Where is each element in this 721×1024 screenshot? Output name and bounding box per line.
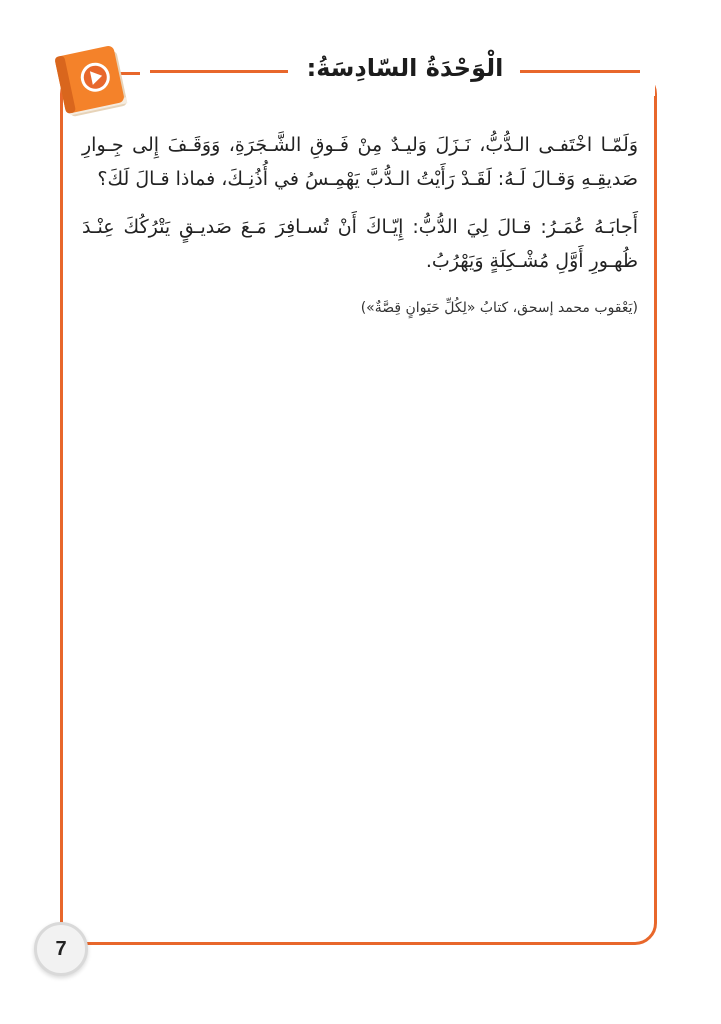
book-play-icon [50, 38, 134, 124]
title-rule-right [520, 70, 640, 73]
title-rule-left [150, 70, 288, 73]
page-number: 7 [55, 937, 67, 960]
paragraph-2: أَجابَـهُ عُمَـرُ: قـالَ لِيَ الدُّبُّ: إِيّـاكَ أَنْ تُسـافِرَ مَـعَ صَديـقٍ يَتْرُكُكَ عِنْـدَ ظُهـورِ أَوَّلِ مُشْـكِلَةٍ وَيَهْرُبُ. [82, 216, 638, 272]
source-citation: (يَعْقوب محمد إسحق، كتابُ «لِكُلِّ حَيَوانٍ قِصَّةٌ») [360, 300, 638, 316]
unit-title: الْوَحْدَةُ السّادِسَةُ: [306, 54, 504, 82]
page-number-badge [34, 922, 88, 976]
paragraph-1: وَلَمّـا اخْتَفـى الـدُّبُّ، نَـزَلَ وَليـدٌ مِنْ فَـوقِ الشَّـجَرَةِ، وَوَقَـفَ إِلى جِـوارِ صَديقِـهِ وَقـالَ لَـهُ: لَقَـدْ رَأَيْتُ الـدُّبَّ يَهْمِـسُ في أُذُنِـكَ، فماذا قـالَ لَكَ؟ [82, 134, 638, 190]
story-text [82, 128, 638, 320]
